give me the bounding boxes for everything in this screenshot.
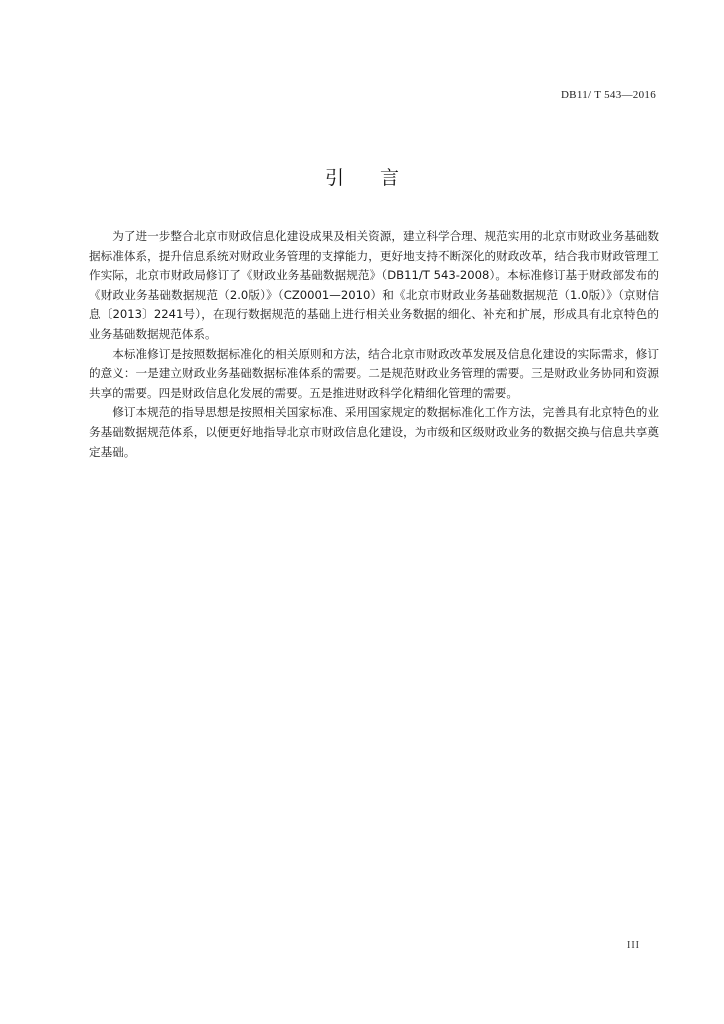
standard-code: DB11/ T 543—2016 xyxy=(560,89,656,101)
paragraph: 为了进一步整合北京市财政信息化建设成果及相关资源，建立科学合理、规范实用的北京市财政业务基础数据标准体系，提升信息系统对财政业务管理的支撑能力，更好地支持不断深化的财政改革，结合我市财政管理工作实际，北京市财政局修订了《财政业务基础数据规范》（DB11/T 543-2008）。本标准修订基于财政部发布的《财政业务基础数据规范（2.0版）》（CZ0001—2010）和《北京市财政业务基础数据规范（1.0版）》（京财信息〔2013〕2241号），在现行数据规范的基础上进行相关业务数据的细化、补充和扩展，形成具有北京特色的业务基础数据规范体系。 xyxy=(89,229,659,341)
page-title: 引言 xyxy=(324,167,435,189)
paragraph: 本标准修订是按照数据标准化的相关原则和方法，结合北京市财政改革发展及信息化建设的实际需求，修订的意义：一是建立财政业务基础数据标准体系的需要。二是规范财政业务管理的需要。三是财政业务协同和资源共享的需要。四是财政信息化发展的需要。五是推进财政科学化精细化管理的需要。 xyxy=(89,346,659,400)
paragraph: 修订本规范的指导思想是按照相关国家标准、采用国家规定的数据标准化工作方法，完善具有北京特色的业务基础数据规范体系，以便更好地指导北京市财政信息化建设，为市级和区级财政业务的数据交换与信息共享奠定基础。 xyxy=(89,405,659,459)
body-text xyxy=(89,227,659,462)
page-number: III xyxy=(627,940,640,951)
